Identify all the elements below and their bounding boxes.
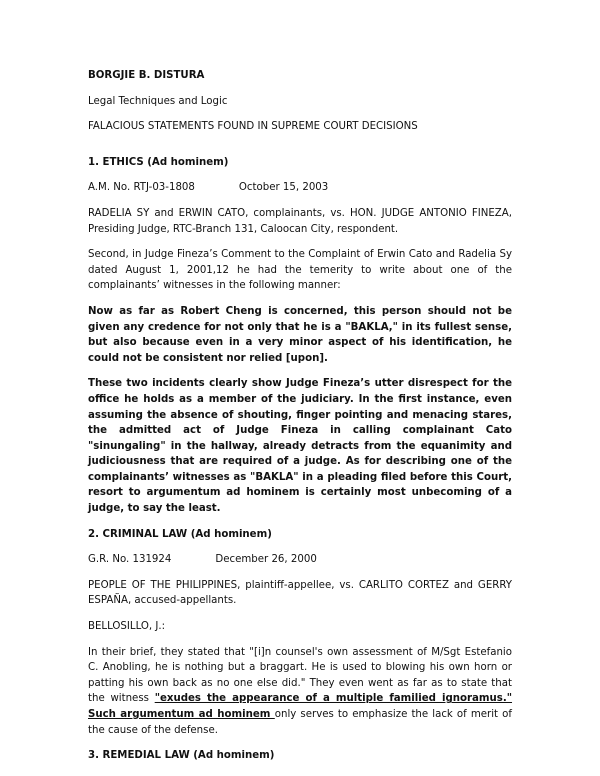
section-heading: 3. REMEDIAL LAW (Ad hominem) (88, 750, 275, 762)
case-identifier (88, 552, 512, 568)
case-parties: PEOPLE OF THE PHILIPPINES, plaintiff-appellee, vs. CARLITO CORTEZ and GERRY ESPAÑA, accused-appellants. (88, 579, 512, 607)
course-name: Legal Techniques and Logic (88, 95, 228, 107)
ponente: BELLOSILLO, J.: (88, 621, 166, 633)
document-title: FALACIOUS STATEMENTS FOUND IN SUPREME COURT DECISIONS (88, 121, 418, 133)
case-number: G.R. No. 131924 (88, 554, 172, 566)
author-name: BORGJIE B. DISTURA (88, 70, 205, 81)
paragraph-emphasis: These two incidents clearly show Judge Fineza’s utter disrespect for the office he holds as a member of the judiciary. In the first instance, even assuming the absence of shouting, finger pointing and menacing stares, the admitted act of Judge Fineza in calling complainant Cato "sinungaling" in the hallway, already detracts from the equanimity and judiciousness that are required of a judge. As for describing one of the complainants’ witnesses as "BAKLA" in a pleading filed before this Court, resort to argumentum ad hominem is certainly most unbecoming of a judge, to say the least. (88, 378, 512, 515)
case-date: October 15, 2003 (238, 182, 329, 194)
section-ethics (88, 155, 512, 517)
section-heading: 2. CRIMINAL LAW (Ad hominem) (88, 528, 272, 540)
section-heading: 1. ETHICS (Ad hominem) (88, 156, 229, 168)
underlined-emphasis: "exudes the appearance of a multiple familied ignoramus." Such argumentum ad hominem (88, 693, 513, 720)
case-number: A.M. No. RTJ-03-1808 (88, 182, 195, 194)
section-criminal-law (88, 527, 512, 739)
paragraph: Second, in Judge Fineza’s Comment to the Complaint of Erwin Cato and Radelia Sy dated August 1, 2001,12 he had the temerity to write about one of the complainants’ witnesses in the following manner: (88, 249, 512, 292)
case-parties: RADELIA SY and ERWIN CATO, complainants, vs. HON. JUDGE ANTONIO FINEZA, Presiding Judge, RTC-Branch 131, Caloocan City, respondent. (88, 207, 512, 235)
case-date: December 26, 2000 (215, 554, 317, 566)
paragraph-text: In their brief, they stated that "[i]n counsel's own assessment of M/Sgt Estefanio C. Anobling, he is nothing but a braggart. He is used to blowing his own horn or patting his own back as no one else did." They even went as far as to state that the witness (88, 646, 512, 705)
paragraph-text: only serves to emphasize the lack of merit of the cause of the defense. (88, 709, 512, 736)
quoted-passage: Now as far as Robert Cheng is concerned, this person should not be given any credence for not only that he is a "BAKLA," in its fullest sense, but also because even in a very minor aspect of his identification, he could not be consistent nor relied [upon]. (88, 305, 512, 364)
case-identifier (88, 180, 512, 196)
section-remedial-law (88, 748, 512, 764)
paragraph (88, 645, 512, 739)
